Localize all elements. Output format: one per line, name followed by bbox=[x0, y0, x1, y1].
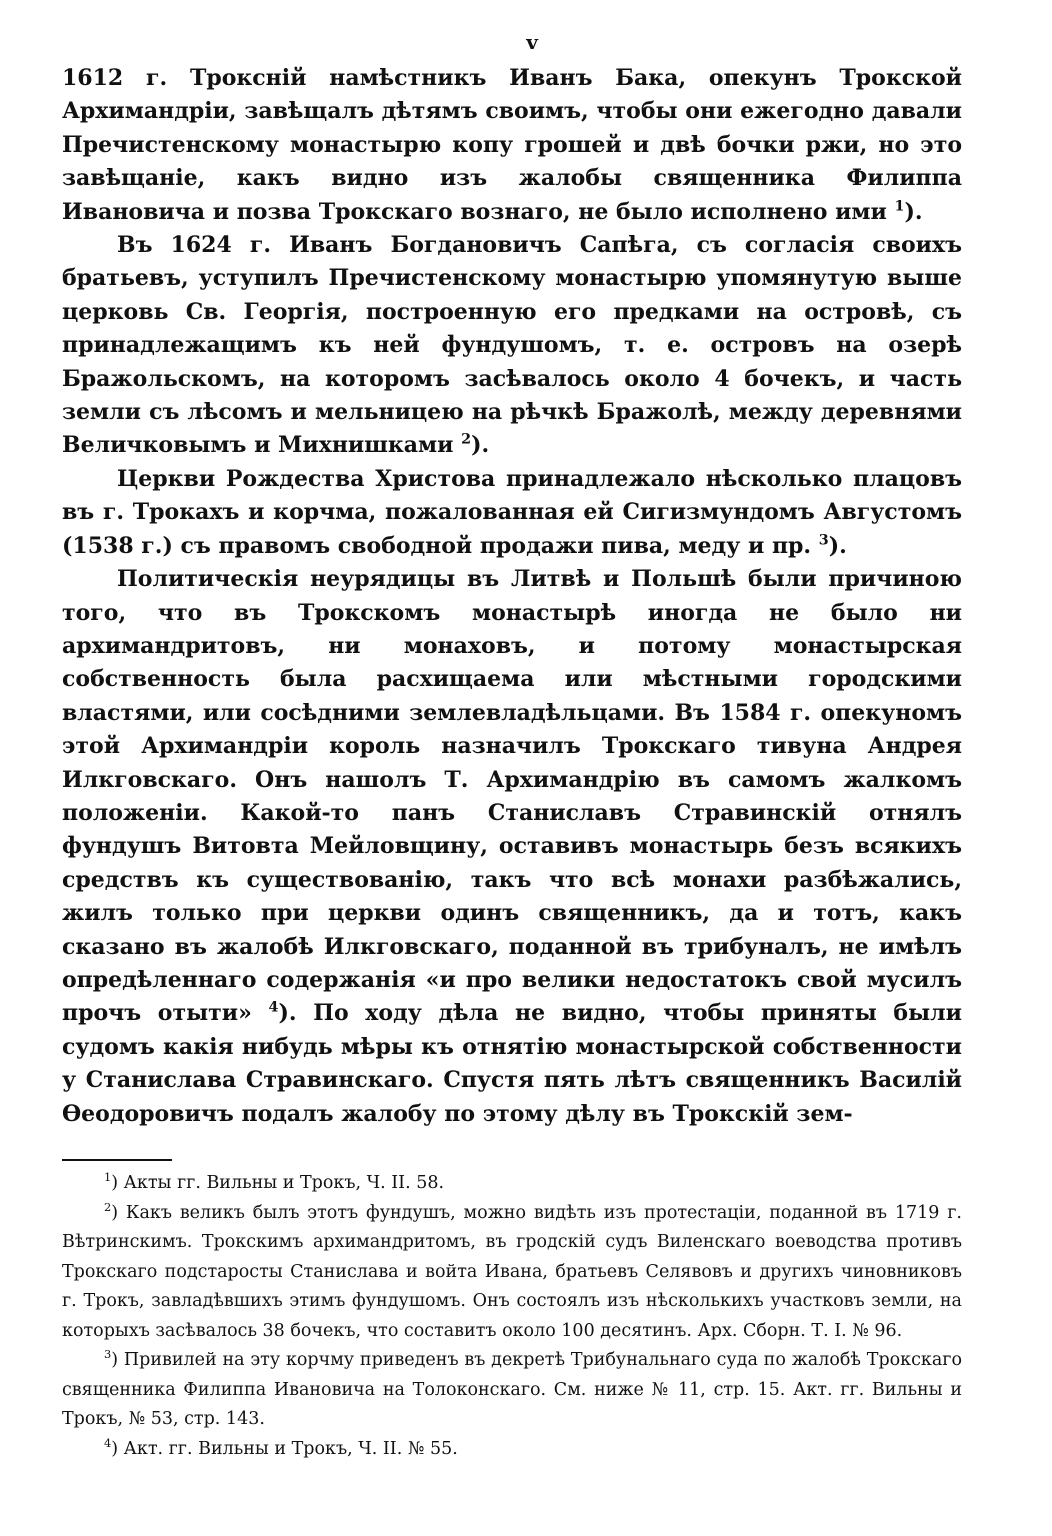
footnote-text: ) Какъ великъ былъ этотъ фундушъ, можно видѣть изъ протестаціи, поданной въ 1719 г. Вѣтринскимъ. Трокскимъ архимандритомъ, въ гродскій судъ Виленскаго воеводства противъ Трокскаго подстаросты Станислава и войта Ивана, братьевъ Селявовъ и другихъ чиновниковъ г. Трокъ, завладѣвшихъ этимъ фундушомъ. Онъ состоялъ изъ нѣсколькихъ участковъ земли, на которыхъ засѣвалось 38 бочекъ, что составитъ около 100 десятинъ. Арх. Сборн. Т. I. № 96. bbox=[62, 1202, 962, 1341]
paragraph-text: Политическія неурядицы въ Литвѣ и Польшѣ были причиною того, что въ Трокскомъ монастырѣ иногда не было ни архимандритовъ, ни монаховъ, и потому монастырская собственность была расхищаема или мѣстными городскими властями, или сосѣдними землевладѣльцами. Въ 1584 г. опекуномъ этой Архимандріи король назначилъ Трокскаго тивуна Андрея Илкговскаго. Онъ нашолъ Т. Архимандрію въ самомъ жалкомъ положеніи. Какой-то панъ Станиславъ Стравинскій отнялъ фундушъ Витовта Мейловщину, оставивъ монастырь безъ всякихъ средствъ къ существованію, такъ что всѣ монахи разбѣжались, жилъ только при церкви одинъ священникъ, да и тотъ, какъ сказано въ жалобѣ Илкговскаго, поданной въ трибуналъ, не имѣлъ опредѣленнаго содержанія «и про велики недостатокъ свой мусилъ прочъ отыти» bbox=[62, 566, 962, 1027]
paragraph-text: Въ 1624 г. Иванъ Богдановичъ Сапѣга, съ согласія своихъ братьевъ, уступилъ Пречистенскому монастырю упомянутую выше церковь Св. Георгія, построенную его предками на островѣ, съ принадлежащимъ къ ней фундушомъ, т. е. островъ на озерѣ Бражольскомъ, на которомъ засѣвалось около 4 бочекъ, и часть земли съ лѣсомъ и мельницею на рѣчкѣ Бражолѣ, между деревнями Величковымъ и Михнишками bbox=[62, 232, 962, 459]
footnote-number: 1 bbox=[104, 1170, 112, 1185]
footnote-number: 3 bbox=[104, 1347, 112, 1362]
footnote-number: 2 bbox=[104, 1199, 112, 1214]
footnote-3 bbox=[62, 1346, 962, 1435]
main-text bbox=[62, 62, 962, 1131]
paragraph-3 bbox=[62, 463, 962, 563]
paragraph-1 bbox=[62, 62, 962, 229]
paragraph-text: 1612 г. Троксній намѣстникъ Иванъ Бака, опекунъ Трокской Архимандріи, завѣщалъ дѣтямъ своимъ, чтобы они ежегодно давали Пречистенскому монастырю копу грошей и двѣ бочки ржи, но это завѣщаніе, какъ видно изъ жалобы священника Филиппа Ивановича и позва Трокскаго вознаго, не было исполнено ими bbox=[62, 65, 962, 225]
footnote-text: ) Привилей на эту корчму приведенъ въ декретѣ Трибунальнаго суда по жалобѣ Трокскаго священника Филиппа Ивановича на Толоконскаго. См. ниже № 11, стр. 15. Акт. гг. Вильны и Трокъ, № 53, стр. 143. bbox=[62, 1350, 962, 1429]
footnote-number: 4 bbox=[104, 1435, 112, 1450]
footnote-ref: 3 bbox=[818, 532, 829, 549]
footnote-2 bbox=[62, 1199, 962, 1347]
paragraph-4 bbox=[62, 563, 962, 1131]
paragraph-end: ). bbox=[828, 532, 847, 559]
book-page bbox=[62, 22, 962, 1464]
paragraph-end: ). bbox=[471, 432, 490, 459]
footnote-divider bbox=[62, 1159, 172, 1161]
paragraph-end: ). bbox=[904, 198, 923, 225]
footnote-ref: 4 bbox=[268, 1000, 279, 1017]
paragraph-text: Церкви Рождества Христова принадлежало нѣсколько плацовъ въ г. Трокахъ и корчма, пожалованная ей Сигизмундомъ Августомъ (1538 г.) съ правомъ свободной продажи пива, меду и пр. bbox=[62, 465, 962, 559]
footnote-1 bbox=[62, 1169, 962, 1199]
footnote-text: ) Акты гг. Вильны и Трокъ, Ч. II. 58. bbox=[111, 1173, 445, 1193]
footnotes bbox=[62, 1169, 962, 1464]
footnote-text: ) Акт. гг. Вильны и Трокъ, Ч. II. № 55. bbox=[111, 1438, 458, 1459]
footnote-ref: 2 bbox=[461, 432, 472, 449]
paragraph-end: ). По ходу дѣла не видно, чтобы приняты были судомъ какія нибудь мѣры къ отнятію монастырской собственности у Станислава Стравинскаго. Спустя пять лѣтъ священникъ Василій Ѳеодоровичъ подалъ жалобу по этому дѣлу въ Трокскій зем- bbox=[62, 1000, 962, 1127]
footnote-ref: 1 bbox=[894, 198, 905, 215]
paragraph-2 bbox=[62, 229, 962, 463]
page-number: v bbox=[526, 30, 538, 54]
footnote-4 bbox=[62, 1435, 962, 1465]
